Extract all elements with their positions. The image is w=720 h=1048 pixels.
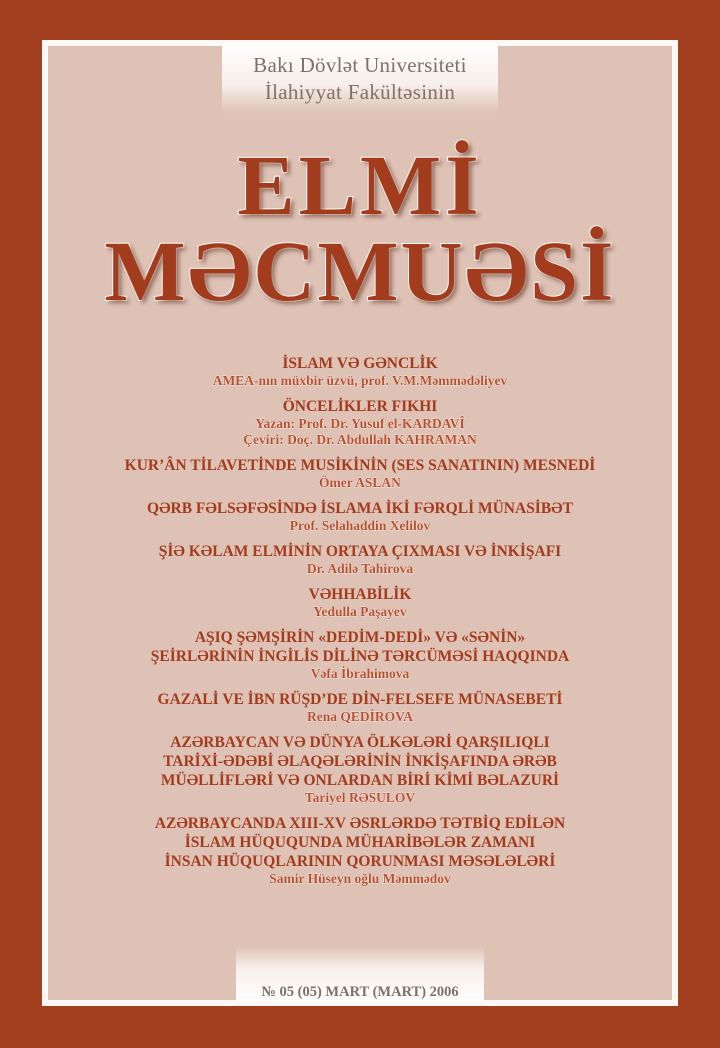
article-entry	[56, 690, 664, 725]
article-author: Tariyel RƏSULOV	[304, 790, 416, 805]
article-author: Dr. Adilə Tahirova	[306, 561, 414, 576]
article-title: İSLAM VƏ GƏNCLİK	[282, 355, 438, 372]
journal-title-line2: MƏCMUƏSİ	[104, 223, 616, 319]
article-title: TARİXİ-ƏDƏBİ ƏLAQƏLƏRİNİN İNKİŞAFINDA ƏRƏB	[163, 753, 557, 770]
article-author: Vəfa İbrahimova	[310, 666, 410, 681]
article-entry	[56, 814, 664, 887]
article-title: ÖNCELİKLER FIKHI	[282, 398, 438, 415]
article-title: KUR’ÂN TİLAVETİNDE MUSİKİNİN (SES SANATININ) MESNEDİ	[124, 457, 596, 474]
article-author: Prof. Selahaddin Xelilov	[289, 518, 431, 533]
faculty-name: İlahiyyat Fakültəsinin	[264, 80, 456, 104]
article-author: Çeviri: Doç. Dr. Abdullah KAHRAMAN	[243, 432, 477, 447]
article-title: VƏHHABİLİK	[308, 586, 412, 603]
table-of-contents	[56, 354, 664, 895]
article-title: İNSAN HÜQUQLARININ QORUNMASI MƏSƏLƏLƏRİ	[164, 853, 556, 870]
article-entry	[56, 585, 664, 620]
article-author: Yazan: Prof. Dr. Yusuf el-KARDAVÎ	[255, 416, 465, 431]
journal-title-line1: ELMİ	[237, 137, 483, 233]
article-author: Yedulla Paşayev	[313, 604, 407, 619]
article-entry	[56, 354, 664, 389]
issue-info: № 05 (05) MART (MART) 2006	[261, 984, 459, 1000]
university-name: Bakı Dövlət Universiteti	[253, 53, 467, 77]
article-author: Ömer ASLAN	[319, 475, 401, 490]
article-title: MÜƏLLİFLƏRİ VƏ ONLARDAN BİRİ KİMİ BƏLAZURİ	[160, 772, 560, 789]
article-title: AŞIQ ŞƏMŞİRİN «DEDİM-DEDİ» VƏ «SƏNİN»	[194, 629, 526, 646]
article-entry	[56, 456, 664, 491]
article-title: İSLAM HÜQUQUNDA MÜHARİBƏLƏR ZAMANI	[184, 834, 536, 851]
article-entry	[56, 499, 664, 534]
article-title: ŞEİRLƏRİNİN İNGİLİS DİLİNƏ TƏRCÜMƏSİ HAQQINDA	[150, 648, 570, 665]
article-title: AZƏRBAYCAN VƏ DÜNYA ÖLKƏLƏRİ QARŞILIQLI	[170, 734, 550, 751]
article-title: QƏRB FƏLSƏFƏSİNDƏ İSLAMA İKİ FƏRQLİ MÜNASİBƏT	[147, 500, 573, 517]
article-author: Samir Hüseyn oğlu Məmmədov	[269, 871, 451, 886]
article-title: ŞİƏ KƏLAM ELMİNİN ORTAYA ÇIXMASI VƏ İNKİŞAFI	[158, 543, 562, 560]
article-title: GAZALİ VE İBN RÜŞD’DE DİN-FELSEFE MÜNASEBETİ	[157, 691, 563, 708]
article-entry	[56, 733, 664, 806]
article-author: AMEA-nın müxbir üzvü, prof. V.M.Məmmədəliyev	[212, 373, 508, 388]
article-entry	[56, 542, 664, 577]
article-author: Rena QEDİROVA	[307, 709, 413, 724]
article-entry	[56, 397, 664, 448]
article-entry	[56, 628, 664, 682]
article-title: AZƏRBAYCANDA XIII-XV ƏSRLƏRDƏ TƏTBİQ EDİLƏN	[154, 815, 566, 832]
